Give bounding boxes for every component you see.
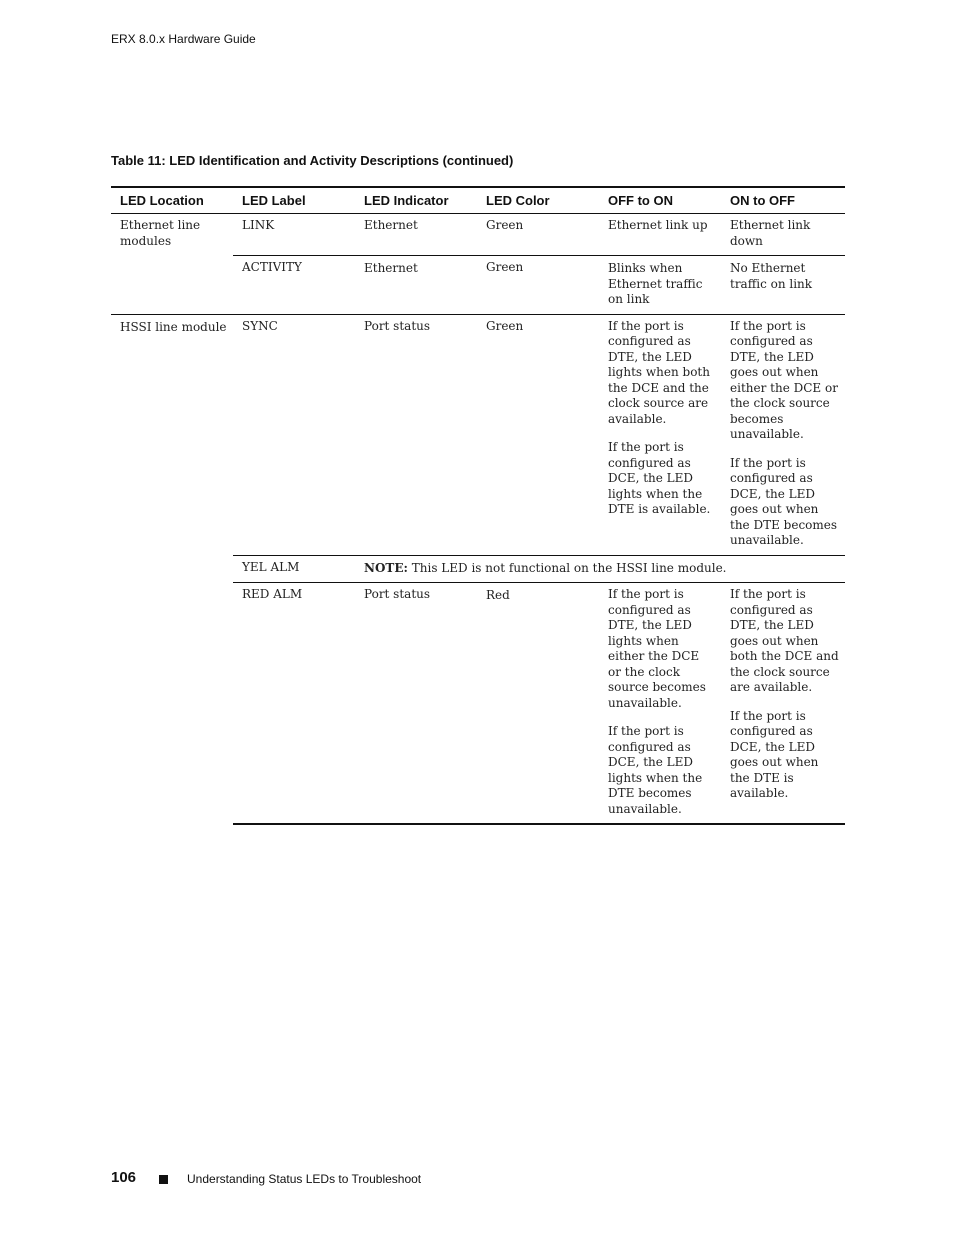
cell-paragraph: If the port is configured as DCE, the LED lights when the DTE is available. xyxy=(608,440,711,516)
off-to-on-cell: Ethernet link up xyxy=(608,218,708,232)
column-header: ON to OFF xyxy=(721,187,845,214)
note-label: NOTE: xyxy=(364,560,408,575)
note-text: This LED is not functional on the HSSI line module. xyxy=(411,560,727,575)
off-to-on-cell xyxy=(599,583,721,825)
table-header-row xyxy=(111,187,845,214)
off-to-on-cell: Blinks when Ethernet traffic on link xyxy=(599,256,721,315)
table-row xyxy=(111,214,845,256)
cell-paragraph: If the port is configured as DCE, the LED lights when the DTE becomes unavailable. xyxy=(608,724,703,816)
led-label-cell: RED ALM xyxy=(233,583,355,825)
table-row xyxy=(111,314,845,555)
footer-section-title: Understanding Status LEDs to Troubleshoot xyxy=(187,1172,422,1186)
on-to-off-cell: Ethernet link down xyxy=(730,218,811,248)
running-header: ERX 8.0.x Hardware Guide xyxy=(111,32,256,46)
note-cell xyxy=(355,555,845,583)
cell-paragraph: If the port is configured as DTE, the LED lights when either the DCE or the clock source becomes unavailable. xyxy=(608,587,706,710)
square-bullet-icon xyxy=(159,1175,168,1184)
led-location-cell: HSSI line module xyxy=(111,314,233,824)
led-label-cell: SYNC xyxy=(233,314,355,555)
column-header: LED Indicator xyxy=(355,187,477,214)
column-header: LED Color xyxy=(477,187,599,214)
cell-paragraph: If the port is configured as DCE, the LED goes out when the DTE is available. xyxy=(730,708,819,800)
table-caption: Table 11: LED Identification and Activity Descriptions (continued) xyxy=(111,153,514,168)
led-label-cell: ACTIVITY xyxy=(233,256,355,315)
led-location-cell: Ethernet line modules xyxy=(120,218,201,248)
led-label-cell: YEL ALM xyxy=(233,555,355,583)
led-indicator-cell: Port status xyxy=(355,583,477,825)
off-to-on-cell xyxy=(599,314,721,555)
page-number: 106 xyxy=(111,1169,137,1186)
column-header: OFF to ON xyxy=(599,187,721,214)
led-color-cell: Green xyxy=(477,314,599,555)
column-header: LED Location xyxy=(111,187,233,214)
led-label-cell: LINK xyxy=(242,218,275,232)
cell-paragraph: If the port is configured as DTE, the LED goes out when both the DCE and the clock source are available. xyxy=(730,587,839,694)
column-header: LED Label xyxy=(233,187,355,214)
led-indicator-cell: Port status xyxy=(355,314,477,555)
cell-paragraph: If the port is configured as DTE, the LED goes out when either the DCE or the clock source becomes unavailable. xyxy=(730,318,838,441)
cell-paragraph: If the port is configured as DTE, the LED lights when both the DCE and the clock source are available. xyxy=(608,318,710,426)
on-to-off-cell: No Ethernet traffic on link xyxy=(721,256,845,315)
led-table xyxy=(111,186,845,825)
led-color-cell: Green xyxy=(486,218,524,232)
led-indicator-cell: Ethernet xyxy=(355,256,477,315)
cell-paragraph: If the port is configured as DCE, the LED goes out when the DTE becomes unavailable. xyxy=(730,455,838,547)
led-color-cell: Red xyxy=(477,583,599,825)
led-color-cell: Green xyxy=(477,256,599,315)
led-indicator-cell: Ethernet xyxy=(364,218,418,232)
on-to-off-cell xyxy=(721,583,845,825)
on-to-off-cell xyxy=(721,314,845,555)
